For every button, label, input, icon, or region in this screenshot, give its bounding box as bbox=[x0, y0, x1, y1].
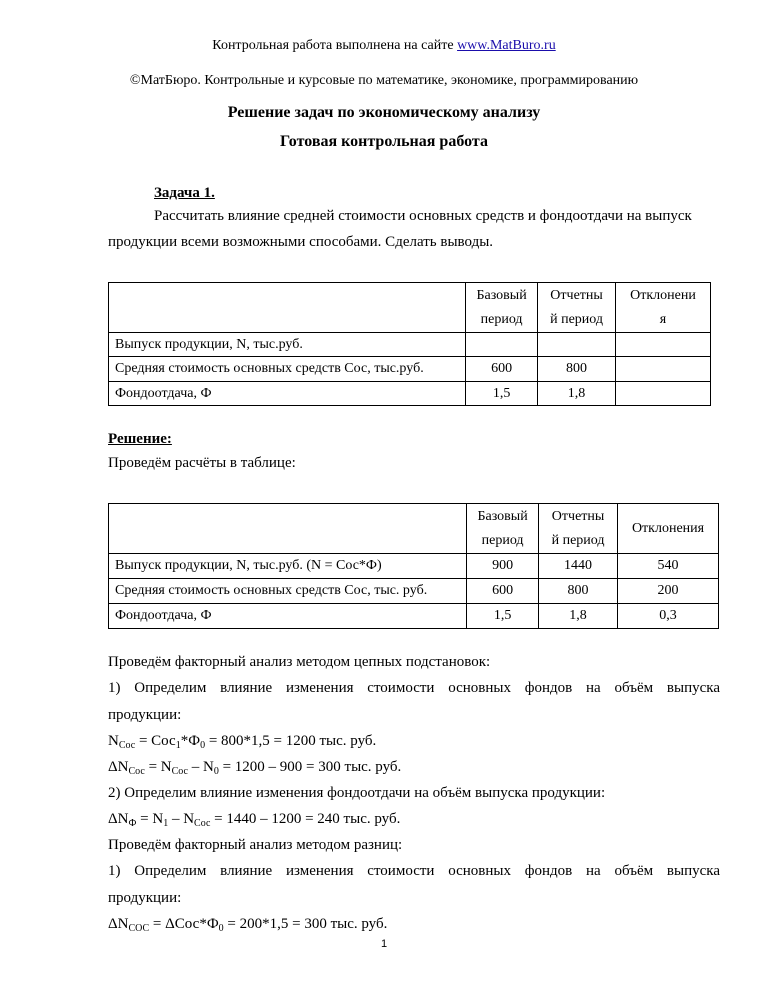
table-row bbox=[109, 554, 719, 579]
table-header-empty bbox=[109, 504, 467, 554]
cell-deviation bbox=[616, 357, 711, 382]
matburo-link[interactable]: www.MatBuro.ru bbox=[457, 38, 556, 53]
step-1-line-1: 1) Определим влияние изменения стоимости основных фондов на объём выпуска bbox=[108, 680, 720, 696]
row-label: Выпуск продукции, N, тыс.руб. bbox=[109, 333, 466, 357]
formula-2: $\Delta N_{Сос} = N_{Сос} - N_0 = 1200 - 900 = 300$ тыс. руб. bbox=[108, 759, 402, 777]
cell-report: 800 bbox=[538, 357, 616, 382]
cell-report: 800 bbox=[539, 579, 618, 604]
table-header-row bbox=[109, 504, 719, 554]
chain-method-intro: Проведём факторный анализ методом цепных подстановок: bbox=[108, 654, 491, 670]
header-text: Контрольная работа выполнена на сайте bbox=[212, 38, 458, 53]
column-header-report: Отчетны й период bbox=[539, 504, 618, 554]
cell-deviation: 0,3 bbox=[618, 604, 719, 629]
step-2-line: 2) Определим влияние изменения фондоотдачи на объём выпуска продукции: bbox=[108, 785, 606, 801]
table-row bbox=[109, 357, 711, 382]
cell-deviation bbox=[616, 382, 711, 406]
formula-1: $N_{Сос} = Сос_1*Ф_0 = 800*1,5 = 1200$ тыс. руб. bbox=[108, 733, 377, 751]
cell-base: 900 bbox=[467, 554, 539, 579]
solution-table bbox=[108, 503, 719, 629]
formula-3: $\Delta N_Ф = N_1 - N_{Сос} = 1440 - 1200 = 240$ тыс. руб. bbox=[108, 811, 401, 829]
column-header-base: Базовый период bbox=[466, 283, 538, 333]
row-label: Средняя стоимость основных средств Сос, тыс.руб. bbox=[109, 357, 466, 382]
column-header-deviation: Отклонени я bbox=[616, 283, 711, 333]
table-row bbox=[109, 333, 711, 357]
cell-base bbox=[466, 333, 538, 357]
column-header-report: Отчетны й период bbox=[538, 283, 616, 333]
cell-deviation: 200 bbox=[618, 579, 719, 604]
cell-deviation: 540 bbox=[618, 554, 719, 579]
step-3-line-2: продукции: bbox=[108, 890, 182, 906]
task-text-line-1: Рассчитать влияние средней стоимости основных средств и фондоотдачи на выпуск bbox=[154, 208, 692, 224]
task-heading: Задача 1. bbox=[154, 185, 215, 201]
document-title: Решение задач по экономическому анализу bbox=[227, 104, 541, 121]
table-row bbox=[109, 579, 719, 604]
solution-heading: Решение: bbox=[108, 431, 172, 447]
table-header-empty bbox=[109, 283, 466, 333]
row-label: Средняя стоимость основных средств Сос, тыс. руб. bbox=[109, 579, 467, 604]
document-subtitle: Готовая контрольная работа bbox=[280, 133, 488, 150]
header-line-2: ©МатБюро. Контрольные и курсовые по математике, экономике, программированию bbox=[129, 73, 639, 88]
cell-base: 1,5 bbox=[466, 382, 538, 406]
task-table bbox=[108, 282, 711, 406]
table-header-row bbox=[109, 283, 711, 333]
row-label: Фондоотдача, Ф bbox=[109, 604, 467, 629]
column-header-deviation: Отклонения bbox=[618, 504, 719, 554]
row-label: Выпуск продукции, N, тыс.руб. (N = Сос*Ф) bbox=[109, 554, 467, 579]
cell-base: 1,5 bbox=[467, 604, 539, 629]
cell-base: 600 bbox=[466, 357, 538, 382]
cell-deviation bbox=[616, 333, 711, 357]
cell-report bbox=[538, 333, 616, 357]
difference-method-intro: Проведём факторный анализ методом разниц: bbox=[108, 837, 403, 853]
step-3-line-1: 1) Определим влияние изменения стоимости основных фондов на объём выпуска bbox=[108, 863, 720, 879]
cell-report: 1,8 bbox=[538, 382, 616, 406]
table-row bbox=[109, 382, 711, 406]
cell-report: 1440 bbox=[539, 554, 618, 579]
header-line-1 bbox=[0, 38, 768, 54]
table-row bbox=[109, 604, 719, 629]
row-label: Фондоотдача, Ф bbox=[109, 382, 466, 406]
solution-intro: Проведём расчёты в таблице: bbox=[108, 455, 296, 471]
task-text-line-2: продукции всеми возможными способами. Сделать выводы. bbox=[108, 234, 494, 250]
page-number: 1 bbox=[380, 938, 388, 950]
column-header-base: Базовый период bbox=[467, 504, 539, 554]
formula-4: $\Delta N_{СОС} = \Delta Сос*Ф_0 = 200*1,5 = 300$ тыс. руб. bbox=[108, 916, 388, 934]
cell-report: 1,8 bbox=[539, 604, 618, 629]
cell-base: 600 bbox=[467, 579, 539, 604]
step-1-line-2: продукции: bbox=[108, 707, 182, 723]
